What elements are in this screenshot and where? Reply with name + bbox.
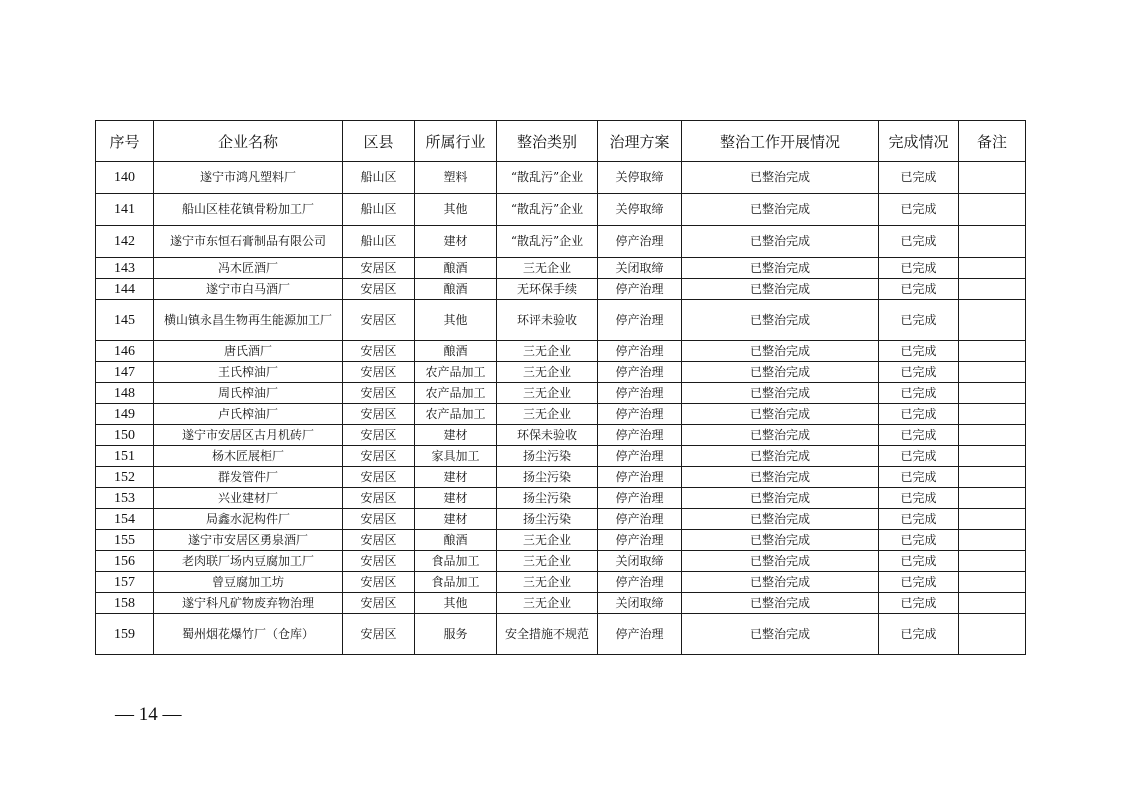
table-row (96, 258, 1026, 279)
table-row (96, 404, 1026, 425)
table-row (96, 593, 1026, 614)
table-row (96, 279, 1026, 300)
page-number: — 14 — (115, 704, 182, 725)
table-row (96, 194, 1026, 226)
cell-note (959, 362, 1026, 383)
cell-plan: 停产治理 (598, 509, 682, 530)
cell-progress: 已整治完成 (682, 572, 879, 593)
cell-industry: 酿酒 (415, 279, 497, 300)
cell-company-name: 杨木匠展柜厂 (154, 446, 343, 467)
cell-status: 已完成 (879, 279, 959, 300)
table-row (96, 572, 1026, 593)
table-row (96, 341, 1026, 362)
cell-category: “散乱污”企业 (497, 226, 598, 258)
cell-plan: 停产治理 (598, 446, 682, 467)
table-row (96, 488, 1026, 509)
cell-industry: 其他 (415, 593, 497, 614)
cell-status: 已完成 (879, 341, 959, 362)
cell-company-name: 兴业建材厂 (154, 488, 343, 509)
cell-category: “散乱污”企业 (497, 194, 598, 226)
cell-industry: 建材 (415, 488, 497, 509)
cell-no: 143 (96, 258, 154, 279)
cell-status: 已完成 (879, 258, 959, 279)
cell-note (959, 226, 1026, 258)
cell-company-name: 冯木匠酒厂 (154, 258, 343, 279)
table-row (96, 551, 1026, 572)
cell-company-name: 遂宁市安居区勇泉酒厂 (154, 530, 343, 551)
cell-district: 安居区 (343, 362, 415, 383)
cell-district: 船山区 (343, 226, 415, 258)
table-body (96, 162, 1026, 655)
table-row (96, 530, 1026, 551)
cell-category: 三无企业 (497, 572, 598, 593)
cell-no: 148 (96, 383, 154, 404)
cell-company-name: 遂宁市白马酒厂 (154, 279, 343, 300)
cell-note (959, 404, 1026, 425)
cell-status: 已完成 (879, 162, 959, 194)
cell-category: 三无企业 (497, 404, 598, 425)
cell-no: 152 (96, 467, 154, 488)
cell-plan: 停产治理 (598, 488, 682, 509)
cell-industry: 其他 (415, 300, 497, 341)
cell-company-name: 老肉联厂场内豆腐加工厂 (154, 551, 343, 572)
cell-no: 145 (96, 300, 154, 341)
cell-note (959, 614, 1026, 655)
cell-no: 151 (96, 446, 154, 467)
cell-district: 安居区 (343, 530, 415, 551)
cell-progress: 已整治完成 (682, 383, 879, 404)
cell-district: 安居区 (343, 614, 415, 655)
cell-plan: 停产治理 (598, 404, 682, 425)
cell-district: 安居区 (343, 551, 415, 572)
cell-district: 安居区 (343, 404, 415, 425)
cell-industry: 其他 (415, 194, 497, 226)
cell-industry: 塑料 (415, 162, 497, 194)
cell-industry: 服务 (415, 614, 497, 655)
cell-district: 安居区 (343, 509, 415, 530)
cell-industry: 建材 (415, 425, 497, 446)
cell-no: 153 (96, 488, 154, 509)
cell-no: 154 (96, 509, 154, 530)
cell-plan: 停产治理 (598, 572, 682, 593)
table-header-row (96, 121, 1026, 162)
cell-status: 已完成 (879, 446, 959, 467)
cell-district: 安居区 (343, 593, 415, 614)
cell-industry: 农产品加工 (415, 362, 497, 383)
cell-progress: 已整治完成 (682, 279, 879, 300)
cell-district: 安居区 (343, 488, 415, 509)
cell-district: 安居区 (343, 467, 415, 488)
cell-industry: 酿酒 (415, 530, 497, 551)
cell-progress: 已整治完成 (682, 341, 879, 362)
cell-district: 安居区 (343, 425, 415, 446)
cell-category: 三无企业 (497, 258, 598, 279)
cell-plan: 停产治理 (598, 226, 682, 258)
cell-status: 已完成 (879, 383, 959, 404)
cell-note (959, 194, 1026, 226)
cell-note (959, 341, 1026, 362)
cell-company-name: 曾豆腐加工坊 (154, 572, 343, 593)
header-note: 备注 (959, 121, 1026, 162)
cell-industry: 建材 (415, 509, 497, 530)
table-row (96, 300, 1026, 341)
cell-plan: 关停取缔 (598, 162, 682, 194)
cell-plan: 停产治理 (598, 362, 682, 383)
cell-category: 环保未验收 (497, 425, 598, 446)
cell-progress: 已整治完成 (682, 226, 879, 258)
cell-industry: 家具加工 (415, 446, 497, 467)
cell-progress: 已整治完成 (682, 467, 879, 488)
rectification-table (95, 120, 1026, 655)
cell-note (959, 572, 1026, 593)
cell-company-name: 遂宁市东恒石膏制品有限公司 (154, 226, 343, 258)
cell-progress: 已整治完成 (682, 509, 879, 530)
cell-industry: 食品加工 (415, 572, 497, 593)
table-row (96, 383, 1026, 404)
cell-company-name: 唐氏酒厂 (154, 341, 343, 362)
cell-no: 155 (96, 530, 154, 551)
cell-industry: 农产品加工 (415, 404, 497, 425)
cell-status: 已完成 (879, 362, 959, 383)
cell-plan: 停产治理 (598, 341, 682, 362)
cell-company-name: 王氏榨油厂 (154, 362, 343, 383)
cell-category: 安全措施不规范 (497, 614, 598, 655)
cell-plan: 停产治理 (598, 425, 682, 446)
cell-status: 已完成 (879, 530, 959, 551)
cell-note (959, 258, 1026, 279)
table-row (96, 509, 1026, 530)
cell-note (959, 446, 1026, 467)
cell-progress: 已整治完成 (682, 530, 879, 551)
cell-district: 安居区 (343, 341, 415, 362)
cell-plan: 停产治理 (598, 614, 682, 655)
cell-no: 147 (96, 362, 154, 383)
cell-plan: 关闭取缔 (598, 258, 682, 279)
cell-no: 159 (96, 614, 154, 655)
cell-status: 已完成 (879, 488, 959, 509)
cell-industry: 建材 (415, 226, 497, 258)
cell-no: 142 (96, 226, 154, 258)
cell-district: 安居区 (343, 572, 415, 593)
cell-progress: 已整治完成 (682, 162, 879, 194)
cell-no: 157 (96, 572, 154, 593)
cell-category: 无环保手续 (497, 279, 598, 300)
cell-status: 已完成 (879, 300, 959, 341)
cell-progress: 已整治完成 (682, 551, 879, 572)
cell-plan: 停产治理 (598, 383, 682, 404)
cell-category: 三无企业 (497, 593, 598, 614)
cell-company-name: 周氏榨油厂 (154, 383, 343, 404)
cell-plan: 停产治理 (598, 279, 682, 300)
cell-no: 150 (96, 425, 154, 446)
cell-status: 已完成 (879, 614, 959, 655)
cell-company-name: 遂宁市安居区古月机砖厂 (154, 425, 343, 446)
cell-progress: 已整治完成 (682, 446, 879, 467)
cell-district: 安居区 (343, 383, 415, 404)
cell-plan: 关闭取缔 (598, 593, 682, 614)
cell-category: “散乱污”企业 (497, 162, 598, 194)
cell-industry: 农产品加工 (415, 383, 497, 404)
cell-company-name: 船山区桂花镇骨粉加工厂 (154, 194, 343, 226)
table-row (96, 362, 1026, 383)
header-progress: 整治工作开展情况 (682, 121, 879, 162)
cell-note (959, 530, 1026, 551)
cell-status: 已完成 (879, 226, 959, 258)
cell-category: 三无企业 (497, 551, 598, 572)
cell-no: 156 (96, 551, 154, 572)
table-row (96, 425, 1026, 446)
cell-note (959, 162, 1026, 194)
cell-industry: 建材 (415, 467, 497, 488)
cell-progress: 已整治完成 (682, 194, 879, 226)
cell-plan: 关停取缔 (598, 194, 682, 226)
cell-district: 安居区 (343, 258, 415, 279)
cell-status: 已完成 (879, 467, 959, 488)
cell-industry: 食品加工 (415, 551, 497, 572)
cell-category: 三无企业 (497, 383, 598, 404)
header-district: 区县 (343, 121, 415, 162)
header-category: 整治类别 (497, 121, 598, 162)
cell-note (959, 593, 1026, 614)
table-row (96, 162, 1026, 194)
cell-no: 144 (96, 279, 154, 300)
table-row (96, 226, 1026, 258)
header-status: 完成情况 (879, 121, 959, 162)
cell-category: 扬尘污染 (497, 509, 598, 530)
cell-district: 安居区 (343, 446, 415, 467)
cell-category: 扬尘污染 (497, 467, 598, 488)
cell-company-name: 蜀州烟花爆竹厂（仓库） (154, 614, 343, 655)
cell-company-name: 遂宁科凡矿物废弃物治理 (154, 593, 343, 614)
cell-note (959, 551, 1026, 572)
cell-plan: 停产治理 (598, 530, 682, 551)
cell-company-name: 卢氏榨油厂 (154, 404, 343, 425)
cell-no: 140 (96, 162, 154, 194)
cell-note (959, 425, 1026, 446)
cell-progress: 已整治完成 (682, 300, 879, 341)
cell-progress: 已整治完成 (682, 614, 879, 655)
cell-district: 船山区 (343, 162, 415, 194)
table-row (96, 446, 1026, 467)
cell-note (959, 300, 1026, 341)
cell-progress: 已整治完成 (682, 404, 879, 425)
header-plan: 治理方案 (598, 121, 682, 162)
header-company-name: 企业名称 (154, 121, 343, 162)
cell-progress: 已整治完成 (682, 258, 879, 279)
cell-district: 安居区 (343, 300, 415, 341)
cell-company-name: 遂宁市鸿凡塑料厂 (154, 162, 343, 194)
cell-plan: 关闭取缔 (598, 551, 682, 572)
table-row (96, 614, 1026, 655)
cell-status: 已完成 (879, 593, 959, 614)
cell-progress: 已整治完成 (682, 593, 879, 614)
cell-progress: 已整治完成 (682, 425, 879, 446)
cell-progress: 已整治完成 (682, 362, 879, 383)
cell-no: 141 (96, 194, 154, 226)
cell-industry: 酿酒 (415, 258, 497, 279)
cell-district: 安居区 (343, 279, 415, 300)
cell-status: 已完成 (879, 509, 959, 530)
cell-status: 已完成 (879, 194, 959, 226)
cell-category: 扬尘污染 (497, 488, 598, 509)
cell-company-name: 群发管件厂 (154, 467, 343, 488)
cell-note (959, 467, 1026, 488)
cell-status: 已完成 (879, 572, 959, 593)
cell-company-name: 局鑫水泥构件厂 (154, 509, 343, 530)
cell-no: 146 (96, 341, 154, 362)
cell-status: 已完成 (879, 551, 959, 572)
cell-status: 已完成 (879, 425, 959, 446)
header-no: 序号 (96, 121, 154, 162)
cell-note (959, 488, 1026, 509)
cell-status: 已完成 (879, 404, 959, 425)
cell-progress: 已整治完成 (682, 488, 879, 509)
cell-no: 158 (96, 593, 154, 614)
cell-industry: 酿酒 (415, 341, 497, 362)
cell-category: 三无企业 (497, 341, 598, 362)
cell-note (959, 279, 1026, 300)
cell-district: 船山区 (343, 194, 415, 226)
cell-category: 三无企业 (497, 362, 598, 383)
table-row (96, 467, 1026, 488)
cell-no: 149 (96, 404, 154, 425)
cell-plan: 停产治理 (598, 300, 682, 341)
cell-category: 环评未验收 (497, 300, 598, 341)
cell-company-name: 横山镇永昌生物再生能源加工厂 (154, 300, 343, 341)
cell-category: 扬尘污染 (497, 446, 598, 467)
cell-category: 三无企业 (497, 530, 598, 551)
cell-plan: 停产治理 (598, 467, 682, 488)
cell-note (959, 383, 1026, 404)
header-industry: 所属行业 (415, 121, 497, 162)
cell-note (959, 509, 1026, 530)
